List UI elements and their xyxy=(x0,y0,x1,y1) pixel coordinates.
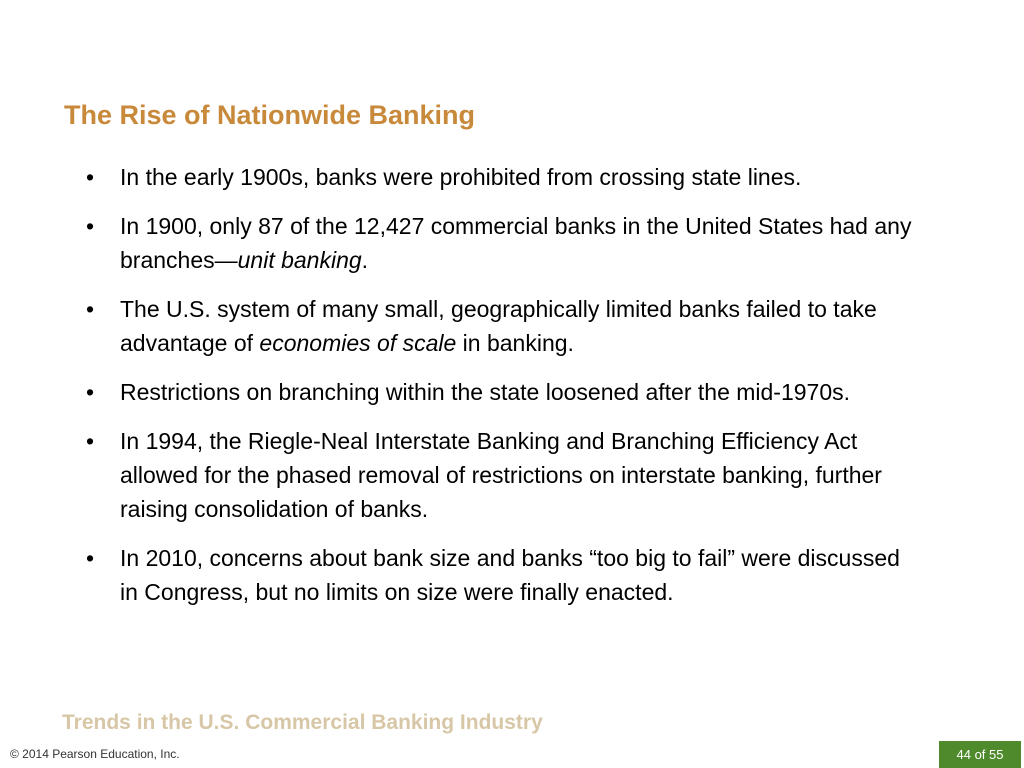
bullet-marker: • xyxy=(86,545,95,571)
bullet-text-end: in banking. xyxy=(456,330,574,356)
bullet-item xyxy=(86,292,916,360)
bullet-marker: • xyxy=(86,428,95,454)
bullet-text-end: . xyxy=(361,247,369,273)
bullet-item xyxy=(86,541,916,609)
footer-section-title: Trends in the U.S. Commercial Banking Industry xyxy=(62,711,543,734)
bullet-text: The U.S. system of many small, geographically limited banks failed to take advantage of xyxy=(120,296,877,356)
bullet-marker: • xyxy=(86,213,95,239)
bullet-marker: • xyxy=(86,379,95,405)
bullet-text: In 1994, the Riegle-Neal Interstate Banking and Branching Efficiency Act allowed for the phased removal of restrictions on interstate banking, further raising consolidation of banks. xyxy=(120,428,882,522)
bullet-item xyxy=(86,375,916,409)
bullet-item xyxy=(86,424,916,526)
copyright-text: © 2014 Pearson Education, Inc. xyxy=(10,747,180,761)
bullet-item xyxy=(86,160,916,194)
page-number-badge: 44 of 55 xyxy=(939,741,1021,768)
bullet-marker: • xyxy=(86,164,95,190)
bullet-text: In the early 1900s, banks were prohibited from crossing state lines. xyxy=(120,164,802,190)
bullet-text: In 1900, only 87 of the 12,427 commercial banks in the United States had any branches— xyxy=(120,213,912,273)
bullet-item xyxy=(86,209,916,277)
bullet-emphasis: unit banking xyxy=(237,247,362,273)
bullet-list xyxy=(86,160,916,624)
slide-title: The Rise of Nationwide Banking xyxy=(64,100,476,130)
bullet-text: Restrictions on branching within the state loosened after the mid-1970s. xyxy=(120,379,851,405)
bullet-marker: • xyxy=(86,296,95,322)
bullet-emphasis: economies of scale xyxy=(259,330,457,356)
bullet-text: In 2010, concerns about bank size and banks “too big to fail” were discussed in Congress, but no limits on size were finally enacted. xyxy=(120,545,900,605)
